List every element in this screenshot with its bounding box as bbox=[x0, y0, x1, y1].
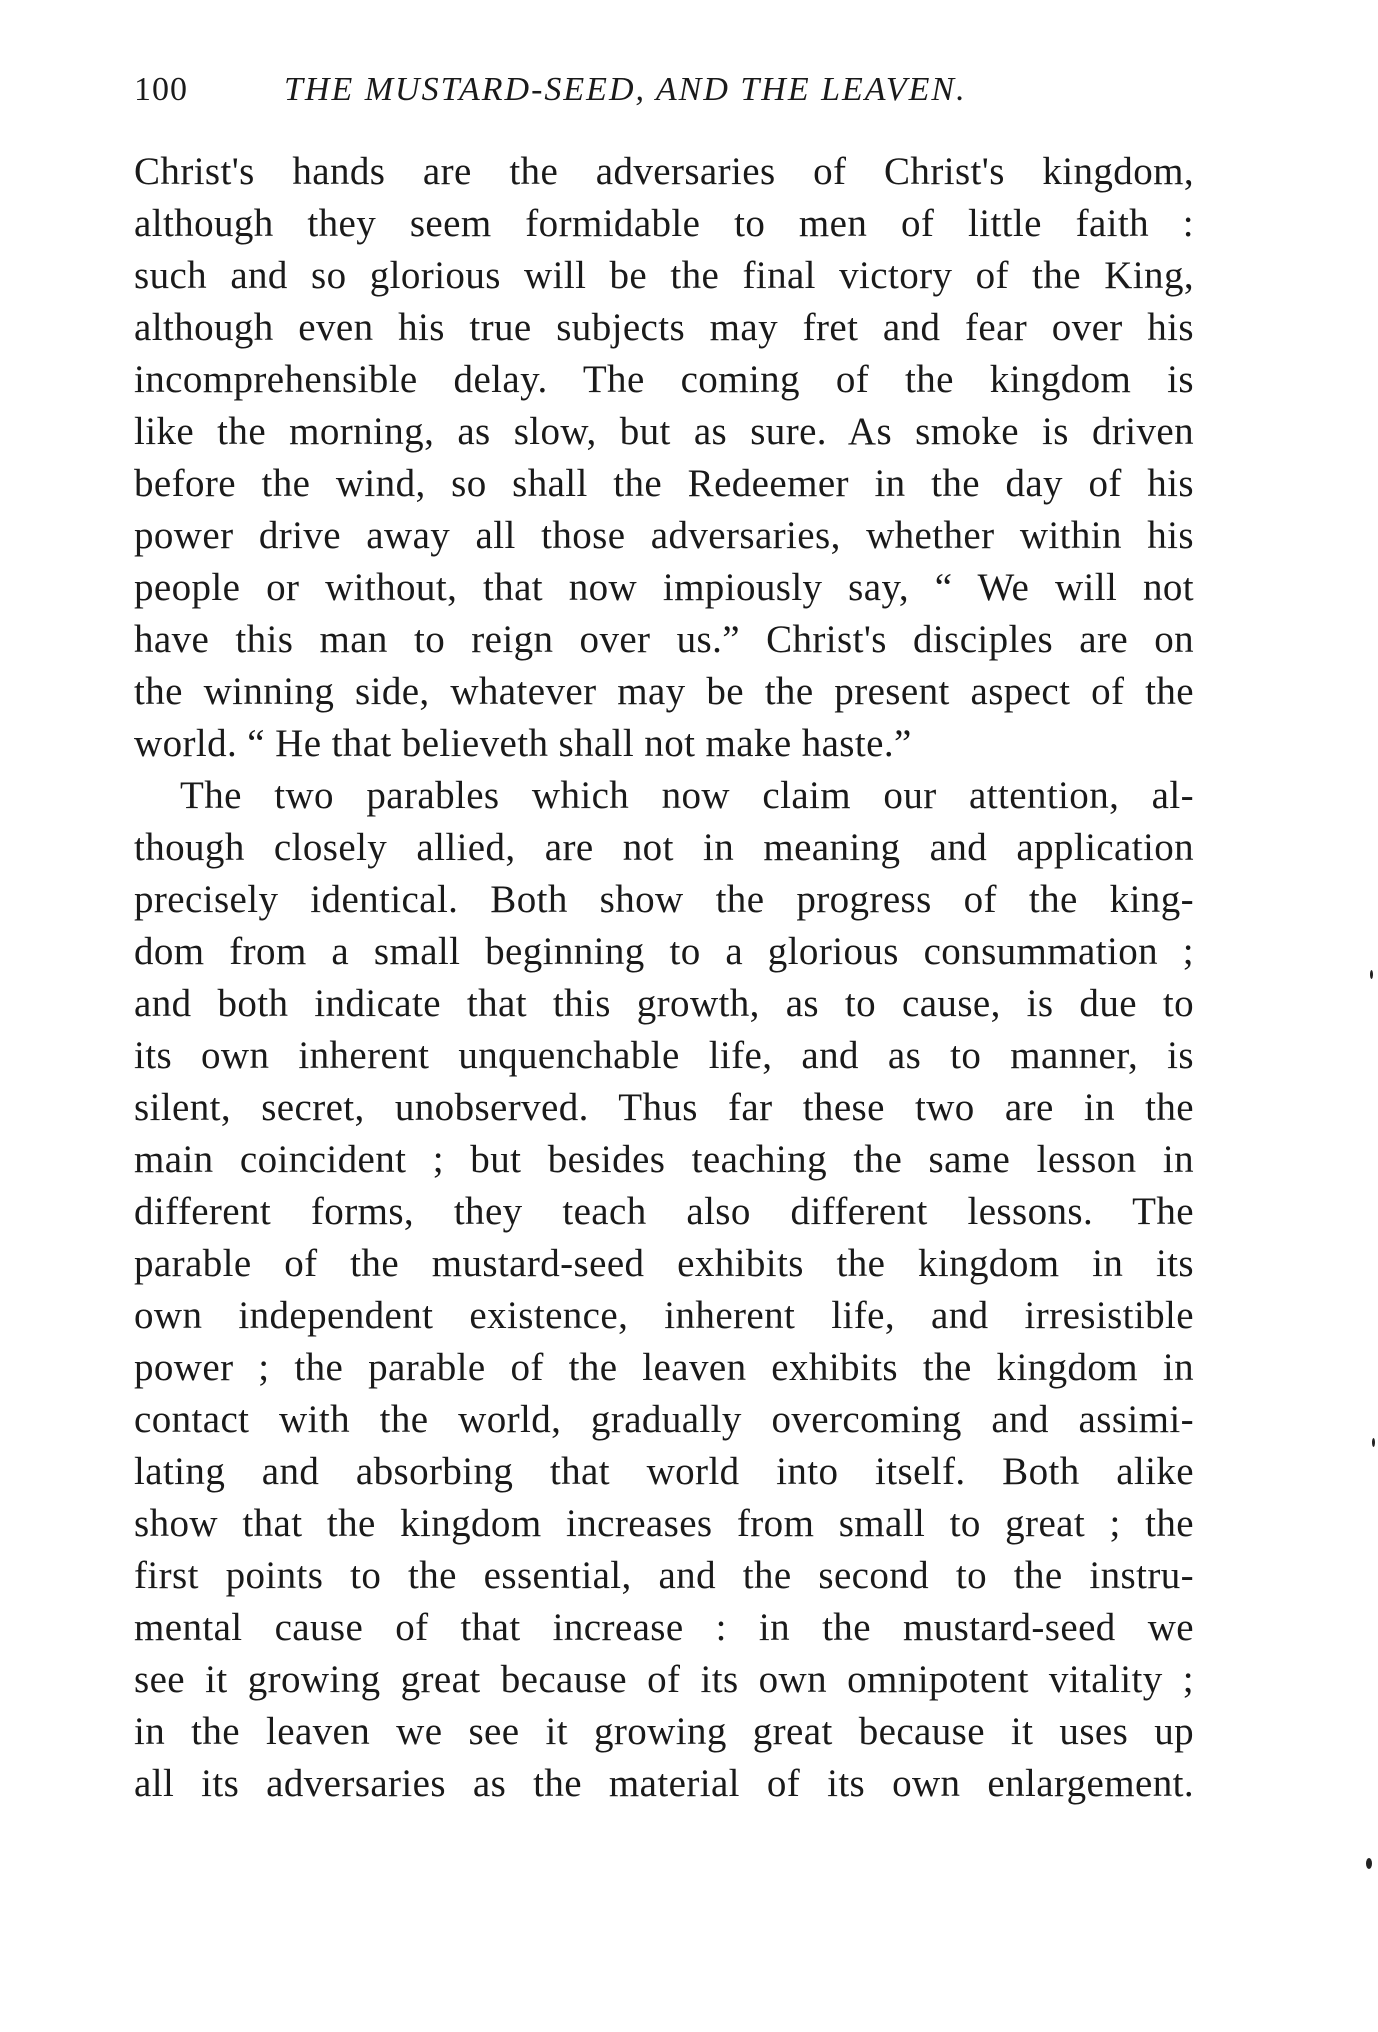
text-line: power ; the parable of the leaven exhibits the kingdom in bbox=[134, 1346, 1194, 1389]
scan-speck bbox=[1372, 1438, 1375, 1447]
text-line: before the wind, so shall the Redeemer in the day of his bbox=[134, 462, 1194, 505]
paragraph-2 bbox=[134, 770, 1194, 1810]
text-line: world. “ He that believeth shall not make haste.” bbox=[134, 722, 912, 765]
text-line: different forms, they teach also different lessons. The bbox=[134, 1190, 1194, 1233]
text-line: parable of the mustard-seed exhibits the kingdom in its bbox=[134, 1242, 1194, 1285]
text-line: own independent existence, inherent life, and irresistible bbox=[134, 1294, 1194, 1337]
text-line: although even his true subjects may fret and fear over his bbox=[134, 306, 1194, 349]
text-line: first points to the essential, and the second to the instru- bbox=[134, 1554, 1194, 1597]
text-line: in the leaven we see it growing great because it uses up bbox=[134, 1710, 1194, 1753]
scan-speck bbox=[1370, 970, 1373, 979]
text-line: though closely allied, are not in meaning and application bbox=[134, 826, 1194, 869]
text-line: precisely identical. Both show the progress of the king- bbox=[134, 878, 1194, 921]
text-line: incomprehensible delay. The coming of the kingdom is bbox=[134, 358, 1194, 401]
text-line: main coincident ; but besides teaching the same lesson in bbox=[134, 1138, 1194, 1181]
text-line: lating and absorbing that world into itself. Both alike bbox=[134, 1450, 1194, 1493]
text-line: dom from a small beginning to a glorious consummation ; bbox=[134, 930, 1194, 973]
text-line: mental cause of that increase : in the mustard-seed we bbox=[134, 1606, 1194, 1649]
text-line: the winning side, whatever may be the present aspect of the bbox=[134, 670, 1194, 713]
text-line: have this man to reign over us.” Christ's disciples are on bbox=[134, 618, 1194, 661]
text-line: show that the kingdom increases from small to great ; the bbox=[134, 1502, 1194, 1545]
text-line: Christ's hands are the adversaries of Christ's kingdom, bbox=[134, 150, 1194, 193]
text-line: power drive away all those adversaries, whether within his bbox=[134, 514, 1194, 557]
paragraph-1 bbox=[134, 146, 1194, 770]
text-line: see it growing great because of its own omnipotent vitality ; bbox=[134, 1658, 1194, 1701]
page-header bbox=[134, 62, 1194, 118]
running-head: THE MUSTARD-SEED, AND THE LEAVEN. bbox=[284, 71, 967, 108]
text-line: silent, secret, unobserved. Thus far these two are in the bbox=[134, 1086, 1194, 1129]
text-line: The two parables which now claim our attention, al- bbox=[180, 774, 1194, 817]
page-number: 100 bbox=[134, 71, 188, 108]
text-line: although they seem formidable to men of little faith : bbox=[134, 202, 1194, 245]
text-line: its own inherent unquenchable life, and as to manner, is bbox=[134, 1034, 1194, 1077]
text-line: such and so glorious will be the final victory of the King, bbox=[134, 254, 1194, 297]
text-line: like the morning, as slow, but as sure. As smoke is driven bbox=[134, 410, 1194, 453]
text-line: and both indicate that this growth, as to cause, is due to bbox=[134, 982, 1194, 1025]
text-line: contact with the world, gradually overcoming and assimi- bbox=[134, 1398, 1194, 1441]
scan-speck bbox=[1366, 1858, 1372, 1869]
text-line: all its adversaries as the material of its own enlargement. bbox=[134, 1762, 1194, 1805]
text-line: people or without, that now impiously say, “ We will not bbox=[134, 566, 1194, 609]
body-text bbox=[134, 146, 1194, 1810]
